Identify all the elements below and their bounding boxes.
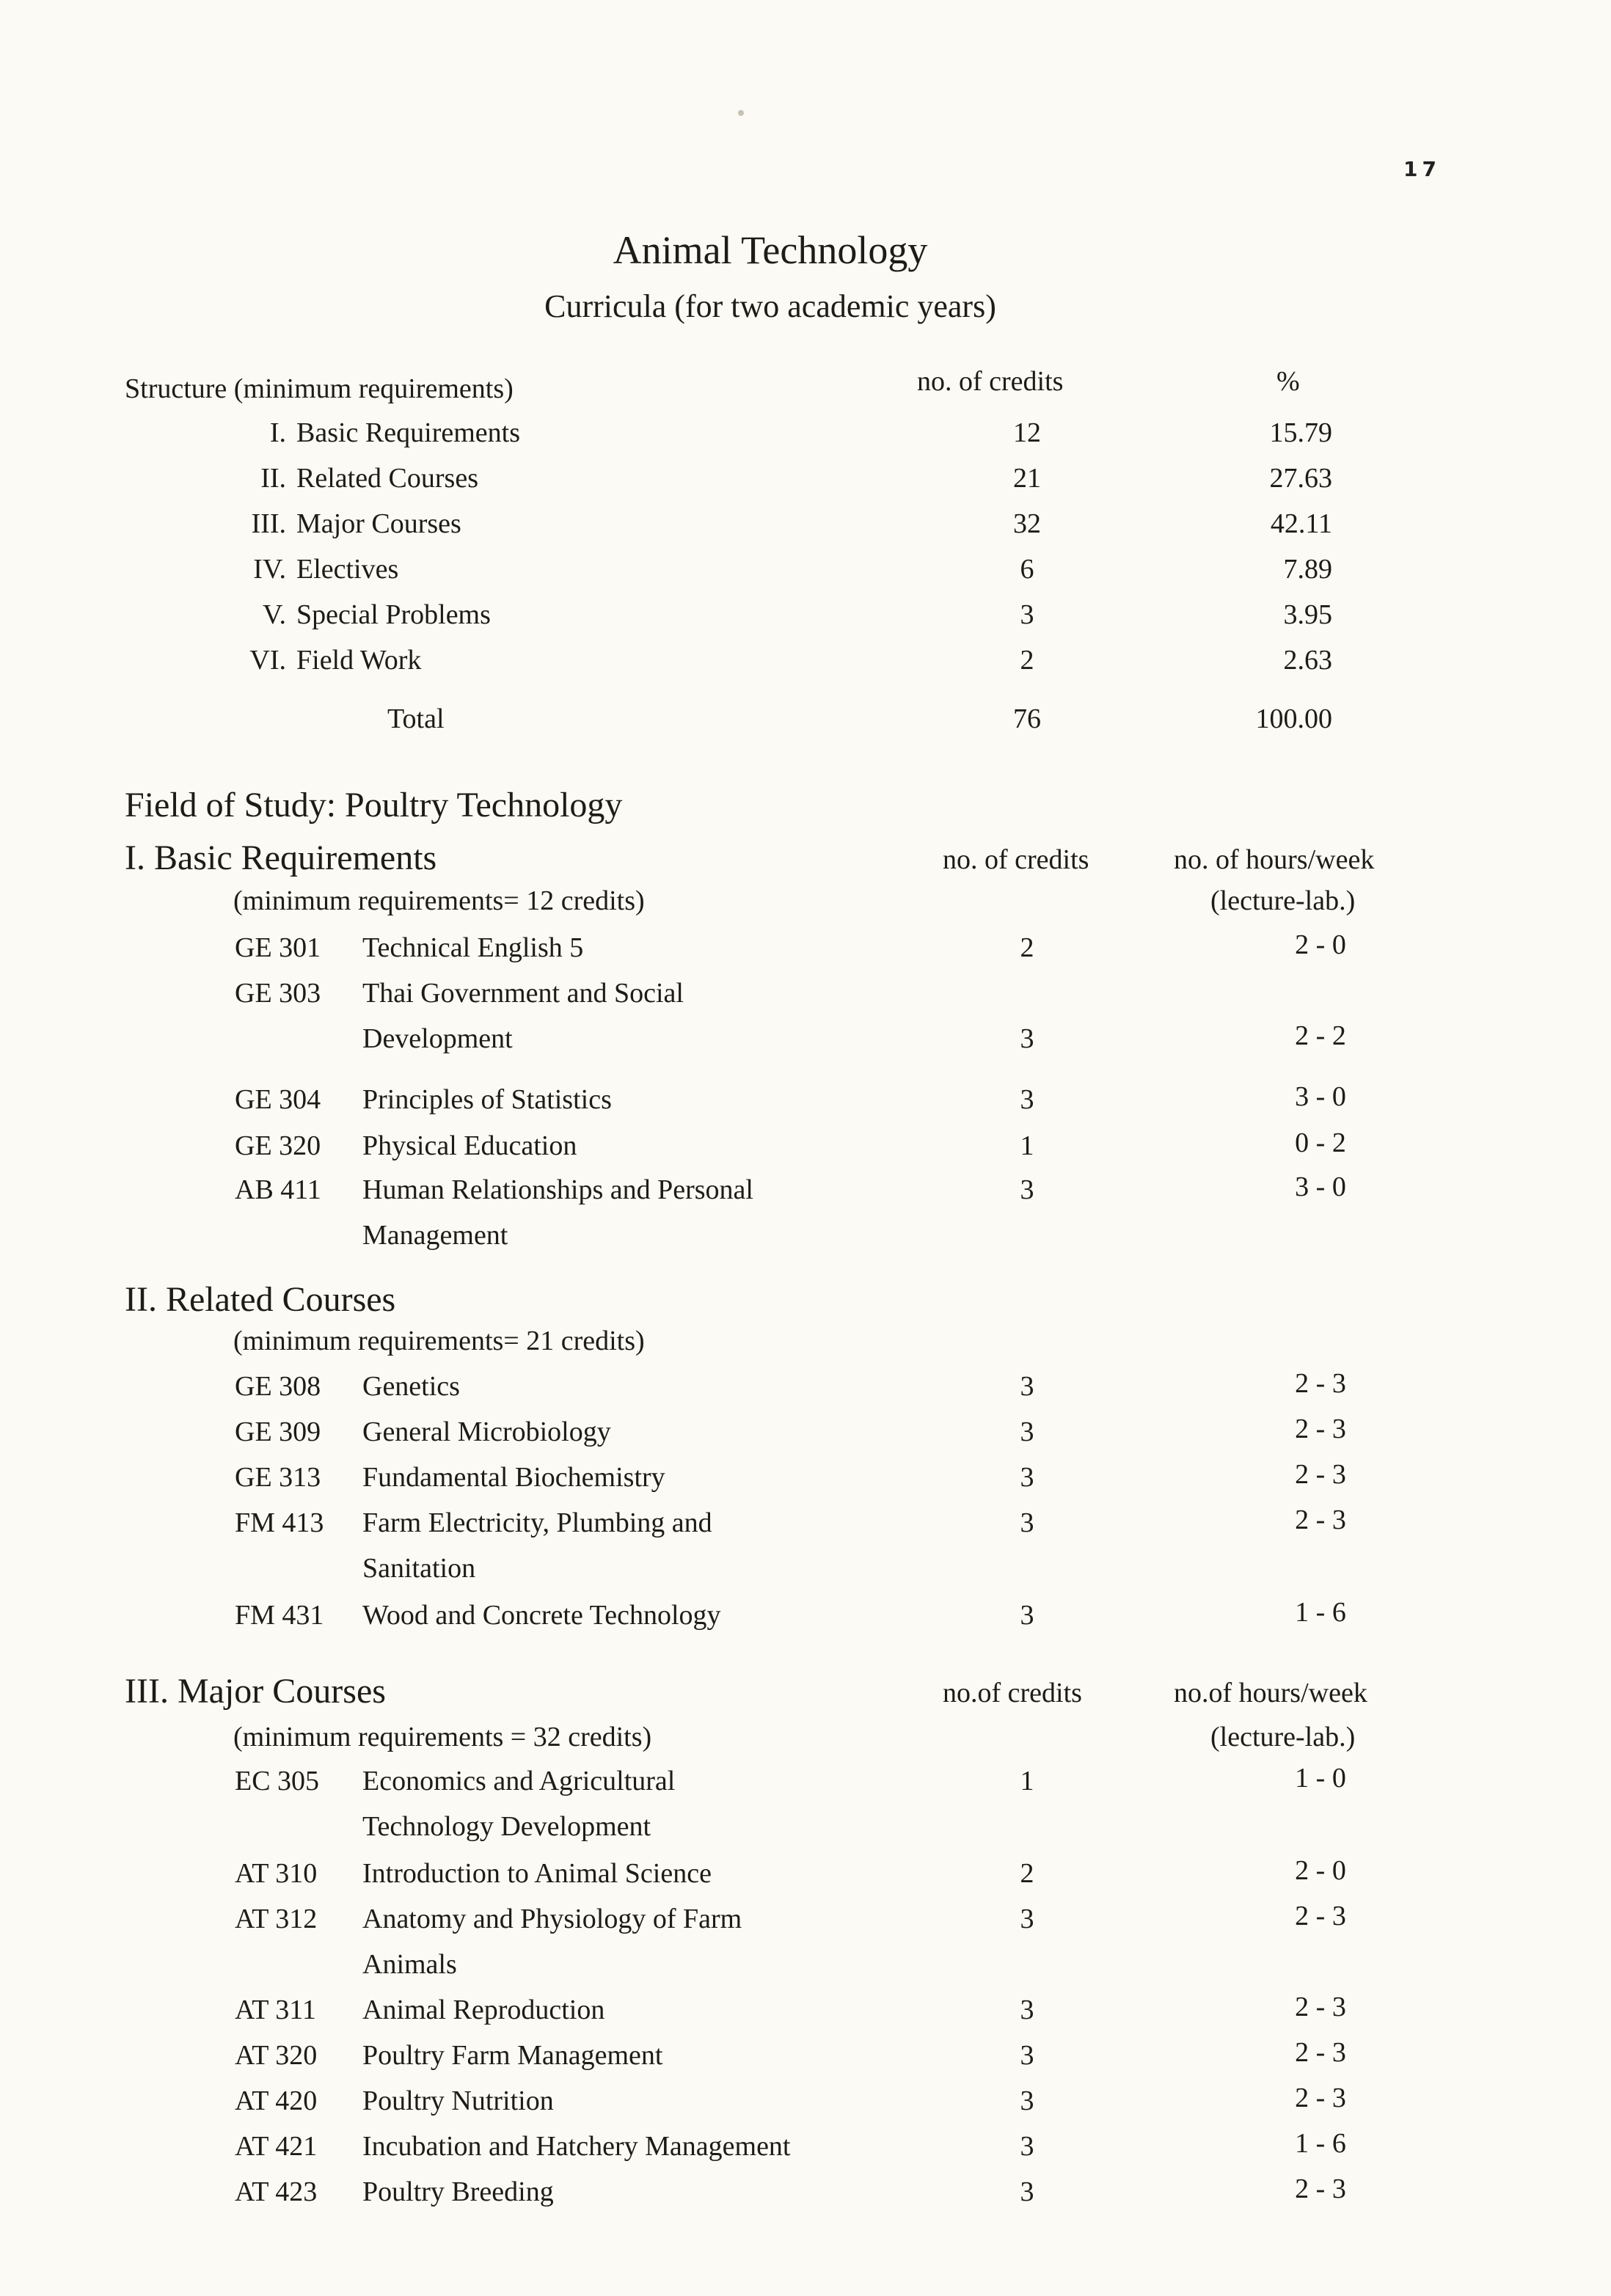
structure-row-percent: 42.11 <box>1270 508 1332 539</box>
structure-row-credits: 32 <box>1013 508 1041 539</box>
course-code: AT 320 <box>235 2040 318 2071</box>
structure-row-percent: 2.63 <box>1283 645 1332 676</box>
course-hours: 2 - 3 <box>1295 1992 1346 2022</box>
course-code: AT 310 <box>235 1858 318 1889</box>
structure-row-credits: 3 <box>1020 599 1034 630</box>
course-credits: 2 <box>1020 1858 1034 1889</box>
course-hours: 2 - 0 <box>1295 929 1346 960</box>
course-credits: 3 <box>1020 1600 1034 1631</box>
structure-row-percent: 15.79 <box>1269 417 1332 448</box>
section-col-hours: no. of hours/week <box>1174 844 1375 875</box>
course-title: Principles of Statistics <box>362 1084 612 1115</box>
structure-row-label: Basic Requirements <box>296 417 520 448</box>
course-hours: 2 - 3 <box>1295 2173 1346 2204</box>
course-code: AT 312 <box>235 1904 318 1934</box>
structure-row-percent: 3.95 <box>1283 599 1332 630</box>
course-hours: 2 - 2 <box>1295 1020 1346 1051</box>
course-code: AT 311 <box>235 1995 316 2025</box>
course-title: Human Relationships and Personal <box>362 1174 753 1205</box>
course-credits: 3 <box>1020 1507 1034 1538</box>
section-heading: I. Basic Requirements <box>125 838 437 877</box>
course-hours: 3 - 0 <box>1295 1171 1346 1202</box>
structure-row-numeral: V. <box>262 599 286 630</box>
course-title: Thai Government and Social <box>362 978 684 1009</box>
course-code: AT 423 <box>235 2176 318 2207</box>
structure-col-percent: % <box>1276 366 1300 397</box>
course-title: Technical English 5 <box>362 932 584 963</box>
field-of-study-heading: Field of Study: Poultry Technology <box>125 786 623 825</box>
course-code: AB 411 <box>235 1174 321 1205</box>
course-credits: 3 <box>1020 1995 1034 2025</box>
course-title: Animals <box>362 1949 457 1980</box>
course-title: Technology Development <box>362 1811 651 1842</box>
course-title: Introduction to Animal Science <box>362 1858 712 1889</box>
course-hours: 3 - 0 <box>1295 1081 1346 1112</box>
course-credits: 3 <box>1020 2176 1034 2207</box>
section-minimum-requirement: (minimum requirements= 12 credits) <box>233 885 645 916</box>
page-subtitle: Curricula (for two academic years) <box>544 288 996 324</box>
page-title: Animal Technology <box>613 228 928 272</box>
course-title: Anatomy and Physiology of Farm <box>362 1904 742 1934</box>
structure-row-numeral: VI. <box>249 645 286 676</box>
course-hours: 1 - 6 <box>1295 1597 1346 1628</box>
structure-row-numeral: I. <box>269 417 286 448</box>
structure-row-numeral: III. <box>251 508 286 539</box>
course-title: Farm Electricity, Plumbing and <box>362 1507 712 1538</box>
course-credits: 2 <box>1020 932 1034 963</box>
structure-row-credits: 21 <box>1013 463 1041 494</box>
course-hours: 1 - 6 <box>1295 2128 1346 2159</box>
section-minimum-requirement: (minimum requirements= 21 credits) <box>233 1326 645 1356</box>
course-code: FM 431 <box>235 1600 324 1631</box>
section-col-hours: no.of hours/week <box>1174 1678 1367 1708</box>
structure-col-credits: no. of credits <box>917 366 1064 397</box>
section-col-hours-sub: (lecture-lab.) <box>1210 1722 1356 1752</box>
course-credits: 1 <box>1020 1130 1034 1161</box>
course-hours: 2 - 0 <box>1295 1855 1346 1886</box>
course-title: Development <box>362 1023 513 1054</box>
course-hours: 1 - 0 <box>1295 1763 1346 1794</box>
course-title: Poultry Nutrition <box>362 2085 554 2116</box>
course-credits: 3 <box>1020 1416 1034 1447</box>
structure-total-credits: 76 <box>1013 703 1041 734</box>
course-code: GE 303 <box>235 978 321 1009</box>
structure-row-percent: 27.63 <box>1269 463 1332 494</box>
course-credits: 3 <box>1020 2040 1034 2071</box>
section-col-credits: no. of credits <box>943 844 1089 875</box>
print-speck <box>738 110 744 116</box>
structure-total-label: Total <box>387 703 445 734</box>
course-code: AT 420 <box>235 2085 318 2116</box>
structure-row-numeral: IV. <box>253 554 286 585</box>
course-code: GE 301 <box>235 932 321 963</box>
course-credits: 3 <box>1020 1462 1034 1493</box>
structure-row-label: Electives <box>296 554 399 585</box>
structure-row-credits: 12 <box>1013 417 1041 448</box>
course-title: Poultry Breeding <box>362 2176 554 2207</box>
section-minimum-requirement: (minimum requirements = 32 credits) <box>233 1722 652 1752</box>
course-hours: 2 - 3 <box>1295 1368 1346 1399</box>
course-code: GE 313 <box>235 1462 321 1493</box>
course-code: AT 421 <box>235 2131 318 2162</box>
course-title: Sanitation <box>362 1553 476 1584</box>
course-title: Poultry Farm Management <box>362 2040 663 2071</box>
course-hours: 2 - 3 <box>1295 1505 1346 1535</box>
structure-total-percent: 100.00 <box>1255 703 1332 734</box>
course-title: Incubation and Hatchery Management <box>362 2131 791 2162</box>
course-hours: 2 - 3 <box>1295 1414 1346 1444</box>
course-title: Economics and Agricultural <box>362 1766 676 1796</box>
structure-row-credits: 2 <box>1020 645 1034 676</box>
section-heading: III. Major Courses <box>125 1672 386 1711</box>
course-credits: 3 <box>1020 1023 1034 1054</box>
structure-row-label: Related Courses <box>296 463 479 494</box>
course-credits: 3 <box>1020 1371 1034 1402</box>
course-title: Genetics <box>362 1371 460 1402</box>
course-hours: 0 - 2 <box>1295 1127 1346 1158</box>
page-number: 17 <box>1403 157 1441 181</box>
course-code: GE 309 <box>235 1416 321 1447</box>
course-title: Wood and Concrete Technology <box>362 1600 721 1631</box>
course-code: GE 320 <box>235 1130 321 1161</box>
section-col-credits: no.of credits <box>943 1678 1082 1708</box>
course-code: EC 305 <box>235 1766 320 1796</box>
course-title: Animal Reproduction <box>362 1995 605 2025</box>
structure-heading: Structure (minimum requirements) <box>125 373 514 404</box>
structure-row-credits: 6 <box>1020 554 1034 585</box>
section-col-hours-sub: (lecture-lab.) <box>1210 885 1356 916</box>
course-code: FM 413 <box>235 1507 324 1538</box>
structure-row-label: Special Problems <box>296 599 491 630</box>
structure-row-label: Field Work <box>296 645 422 676</box>
course-credits: 3 <box>1020 1084 1034 1115</box>
structure-row-percent: 7.89 <box>1283 554 1332 585</box>
course-hours: 2 - 3 <box>1295 2037 1346 2068</box>
course-credits: 3 <box>1020 2085 1034 2116</box>
course-credits: 1 <box>1020 1766 1034 1796</box>
structure-row-label: Major Courses <box>296 508 461 539</box>
course-hours: 2 - 3 <box>1295 2083 1346 2113</box>
course-hours: 2 - 3 <box>1295 1459 1346 1490</box>
course-code: GE 304 <box>235 1084 321 1115</box>
course-title: Physical Education <box>362 1130 577 1161</box>
course-credits: 3 <box>1020 2131 1034 2162</box>
course-title: Management <box>362 1220 508 1251</box>
course-title: General Microbiology <box>362 1416 611 1447</box>
course-credits: 3 <box>1020 1174 1034 1205</box>
course-code: GE 308 <box>235 1371 321 1402</box>
structure-row-numeral: II. <box>260 463 286 494</box>
course-title: Fundamental Biochemistry <box>362 1462 665 1493</box>
course-credits: 3 <box>1020 1904 1034 1934</box>
section-heading: II. Related Courses <box>125 1280 396 1319</box>
course-hours: 2 - 3 <box>1295 1901 1346 1931</box>
